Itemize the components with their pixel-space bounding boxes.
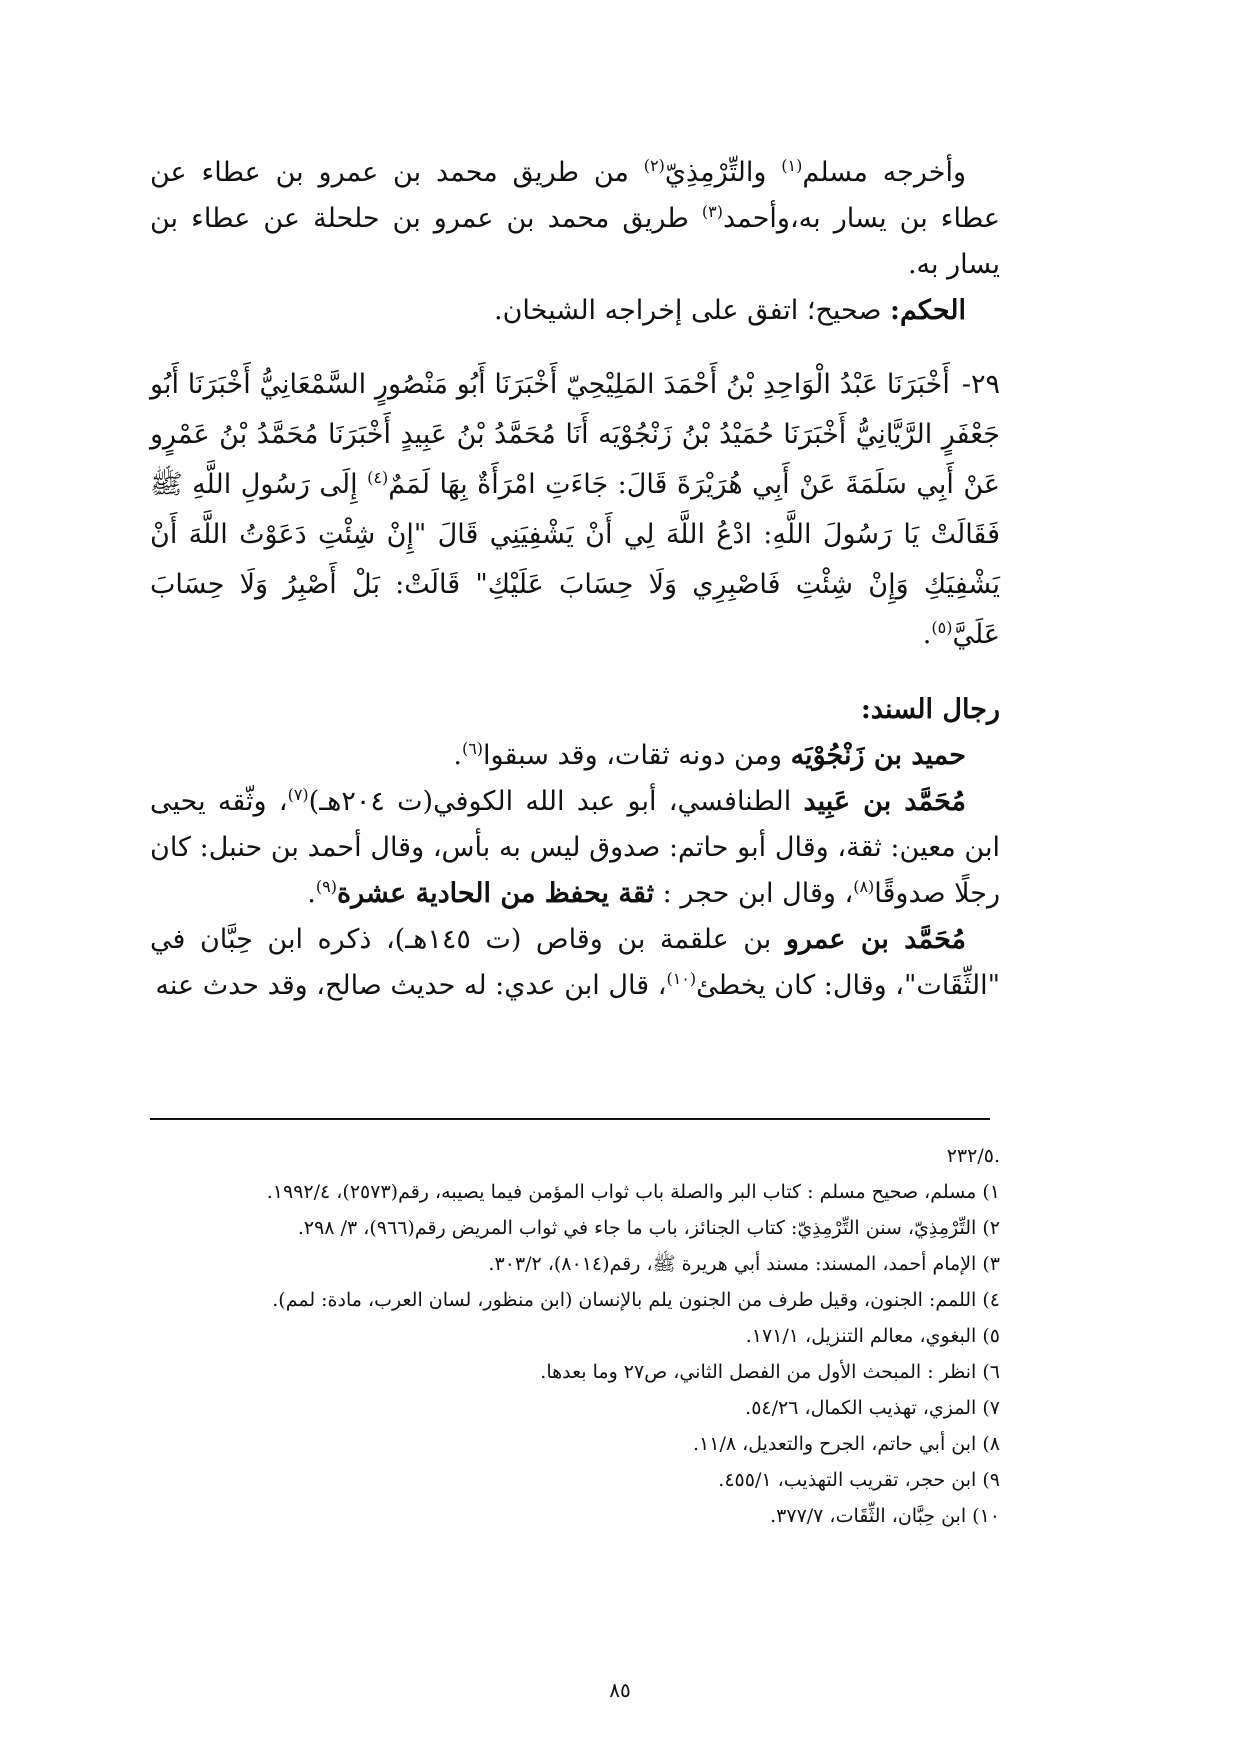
text-run: من طريق محمد بن عمرو بن عطاء عن عطاء بن يسار به،وأحمد xyxy=(150,157,1000,234)
footnote-4: ٤) اللمم: الجنون، وقيل طرف من الجنون يلم بالإنسان (ابن منظور، لسان العرب، مادة: لمم). xyxy=(272,1289,1000,1311)
footnote-1: ١) مسلم، صحيح مسلم : كتاب البر والصلة باب ثواب المؤمن فيما يصيبه، رقم(٢٥٧٣)، ١٩٩٢/٤. xyxy=(266,1181,1000,1203)
narrator-1 xyxy=(150,733,1000,779)
hadith-text xyxy=(150,360,1000,660)
heading-text: رجال السند: xyxy=(860,694,1000,725)
footnote-ref[interactable]: (٣) xyxy=(701,202,723,221)
footnote-ref[interactable]: (١٠) xyxy=(666,969,697,988)
narrator-3 xyxy=(150,917,1000,1009)
main-text xyxy=(150,150,1000,1009)
text-run: ، وقال ابن حجر : xyxy=(654,878,854,909)
narrator-2 xyxy=(150,779,1000,917)
footnote-8: ٨) ابن أبي حاتم، الجرح والتعديل، ١١/٨. xyxy=(693,1433,1000,1455)
footnote-10: ١٠) ابن حِبَّان، الثِّقَات، ٣٧٧/٧. xyxy=(770,1505,1000,1527)
footnote-continuation: .٢٣٢/٥ xyxy=(946,1145,1000,1167)
text-run: . xyxy=(453,740,462,771)
text-run: أَخْبَرَنَا عَبْدُ الْوَاحِدِ بْنُ أَحْمَدَ المَلِيْحِيّ أَخْبَرَنَا أَبُو مَنْصُورٍ السَّمْعَانِيُّ أَخْبَرَنَا أَبُو جَعْفَرٍ الرَّيَّانِيُّ أَخْبَرَنَا حُمَيْدُ بْنُ زَنْجُوْيَه أَنَا مُحَمَّدُ بْنُ عَبِيدٍ أَخْبَرَنَا مُحَمَّدُ بْنُ عَمْرٍو عَنْ أَبِي سَلَمَةَ عَنْ أَبِي هُرَيْرَةَ قَالَ: جَاءَتِ امْرَأَةٌ بِهَا لَمَمٌ xyxy=(150,369,1000,500)
text-run: . xyxy=(922,619,932,650)
text-run: بن علقمة بن وقاص (ت ١٤٥هـ)، ذكره ابن حِبَّان في "الثِّقَات"، وقال: كان يخطئ xyxy=(150,924,1000,1001)
text-run: ومن دونه ثقات، وقد سبقوا xyxy=(483,740,791,771)
rijal-heading xyxy=(150,687,1000,733)
footnote-ref[interactable]: (٩) xyxy=(315,877,337,896)
text-run: طريق محمد بن عمرو بن حلحلة عن عطاء بن يسار به. xyxy=(150,203,1000,280)
page-number: ٨٥ xyxy=(609,1678,631,1702)
text-run: الطنافسي، أبو عبد الله الكوفي xyxy=(433,786,804,817)
footnote-6: ٦) انظر : المبحث الأول من الفصل الثاني، ص٢٧ وما بعدها. xyxy=(540,1361,1000,1383)
text-run: والتِّرْمِذِيّ xyxy=(664,157,782,188)
footnote-5: ٥) البغوي، معالم التنزيل، ١٧١/١. xyxy=(745,1325,1000,1347)
narrator-name: حميد بن زَنْجُوْيَه xyxy=(790,740,966,771)
footnote-ref[interactable]: (٢) xyxy=(643,156,665,175)
hadith-number: ٢٩- xyxy=(961,369,1000,400)
text-run: ، قال ابن عدي: له حديث صالح، وقد حدث عنه xyxy=(155,970,667,1001)
footnote-ref[interactable]: (١) xyxy=(781,156,803,175)
footnote-7: ٧) المزي، تهذيب الكمال، ٥٤/٢٦. xyxy=(745,1397,1000,1419)
hukm-text: صحيح؛ اتفق على إخراجه الشيخان. xyxy=(494,295,890,326)
footnote-2: ٢) التِّرْمِذِيّ، سنن التِّرْمِذِيّ: كتاب الجنائز، باب ما جاء في ثواب المريض رقم(٩٦٦)، ٣/ ٢٩٨. xyxy=(297,1217,1000,1239)
footnote-9: ٩) ابن حجر، تقريب التهذيب، ٤٥٥/١. xyxy=(718,1469,1000,1491)
footnote-separator xyxy=(150,1118,990,1120)
text-run: . xyxy=(307,878,316,909)
footnote-ref[interactable]: (٨) xyxy=(853,877,875,896)
footnote-ref[interactable]: (٥) xyxy=(931,618,953,637)
text-run: (ت ٢٠٤هـ) xyxy=(308,786,434,817)
text-run: وأخرجه مسلم xyxy=(802,157,966,188)
text-run: ، وثّقه يحيى ابن معين: ثقة، وقال أبو حاتم: صدوق ليس به بأس، وقال أحمد بن حنبل: كان رجلًا صدوقًا xyxy=(150,786,1000,909)
footnote-3: ٣) الإمام أحمد، المسند: مسند أبي هريرة ﷺ، رقم(٨٠١٤)، ٣٠٣/٢. xyxy=(488,1253,1000,1275)
takhrij-paragraph xyxy=(150,150,1000,288)
narrator-name: مُحَمَّد بن عَبِيد xyxy=(803,786,966,817)
footnote-ref[interactable]: (٤) xyxy=(367,468,389,487)
footnote-ref[interactable]: (٦) xyxy=(461,739,484,758)
hukm-line xyxy=(150,288,1000,334)
footnotes xyxy=(150,1138,1000,1534)
grading-text: ثقة يحفظ من الحادية عشرة xyxy=(336,878,655,909)
narrator-name: مُحَمَّد بن عمرو xyxy=(785,924,966,955)
footnote-ref[interactable]: (٧) xyxy=(287,785,309,804)
text-run: إِلَى رَسُولِ اللَّهِ ﷺ فَقَالَتْ يَا رَسُولَ اللَّهِ: ادْعُ اللَّهَ لِي أَنْ يَشْفِيَنِي قَالَ "إِنْ شِئْتِ دَعَوْتُ اللَّهَ أَنْ يَشْفِيَكِ وَإِنْ شِئْتِ فَاصْبِرِي وَلَا حِسَابَ عَلَيْكِ" قَالَتْ: بَلْ أَصْبِرُ وَلَا حِسَابَ عَلَيَّ xyxy=(150,469,1000,650)
hukm-label: الحكم: xyxy=(889,295,966,326)
